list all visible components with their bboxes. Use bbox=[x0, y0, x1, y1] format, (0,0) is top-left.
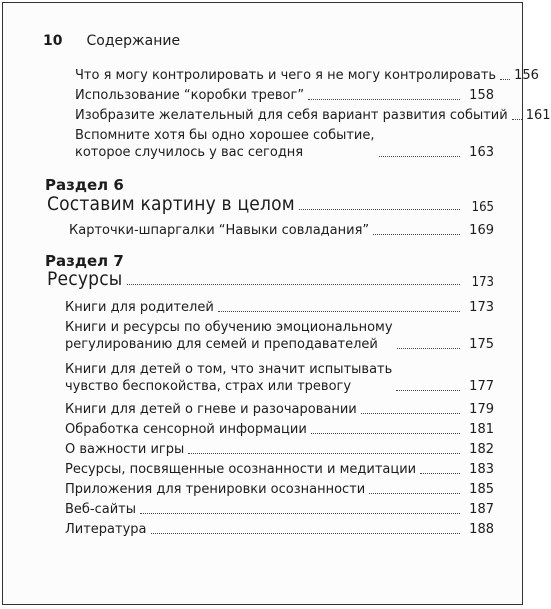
toc-entry bbox=[3, 501, 522, 518]
section-title-row bbox=[47, 268, 522, 290]
entry-title: О важности игры bbox=[65, 442, 185, 457]
toc-entry bbox=[3, 521, 522, 538]
toc-entry bbox=[3, 127, 522, 161]
entry-page: 169 bbox=[469, 223, 494, 238]
entry-title: Что я могу контролировать и чего я не могу контролировать bbox=[75, 68, 497, 83]
entry-title: Использование “коробки тревог” bbox=[75, 88, 305, 103]
leader-dots bbox=[420, 473, 460, 474]
toc-entry bbox=[3, 421, 522, 438]
page-title: Содержание bbox=[86, 33, 181, 49]
toc-entry bbox=[3, 222, 522, 239]
entry-page: 188 bbox=[469, 522, 494, 537]
entry-page: 163 bbox=[469, 145, 494, 160]
entry-title: Веб-сайты bbox=[65, 502, 137, 517]
entry-page: 161 bbox=[525, 108, 551, 123]
entry-page: 179 bbox=[469, 402, 494, 417]
leader-dots bbox=[299, 209, 460, 210]
leader-dots bbox=[373, 234, 460, 235]
toc-entry bbox=[3, 481, 522, 498]
leader-dots bbox=[311, 433, 460, 434]
leader-dots bbox=[500, 79, 510, 80]
leader-dots bbox=[369, 493, 460, 494]
toc-entry bbox=[3, 67, 539, 84]
entry-title-line2: чувство беспокойства, страх или тревогу bbox=[65, 379, 352, 394]
entry-title-line1: Книги и ресурсы по обучению эмоциональному bbox=[65, 320, 393, 335]
entry-page: 182 bbox=[469, 442, 494, 457]
entry-page: 175 bbox=[469, 337, 494, 352]
leader-dots bbox=[397, 348, 460, 349]
entry-page: 181 bbox=[469, 422, 494, 437]
leader-dots bbox=[379, 156, 460, 157]
entry-title-line1: Книги для детей о том, что значит испытывать bbox=[65, 362, 393, 377]
leader-dots bbox=[512, 119, 522, 120]
leader-dots bbox=[151, 533, 461, 534]
toc-entry bbox=[3, 461, 522, 478]
entry-page: 177 bbox=[469, 379, 494, 394]
leader-dots bbox=[396, 390, 460, 391]
section-title-row bbox=[47, 193, 522, 215]
section-label: Раздел 6 bbox=[45, 176, 124, 194]
leader-dots bbox=[308, 99, 460, 100]
entry-page: 183 bbox=[469, 462, 494, 477]
toc-entry bbox=[3, 361, 522, 395]
leader-dots bbox=[127, 284, 461, 285]
entry-title: Ресурсы, посвященные осознанности и медитации bbox=[65, 462, 417, 477]
section-title: Составим картину в целом bbox=[47, 193, 295, 215]
leader-dots bbox=[188, 453, 460, 454]
entry-page: 156 bbox=[514, 68, 539, 83]
toc-entry bbox=[3, 401, 522, 418]
page-number: 10 bbox=[43, 33, 63, 49]
leader-dots bbox=[361, 413, 460, 414]
entry-title-line1: Вспомните хотя бы одно хорошее событие, bbox=[75, 128, 375, 143]
section-label: Раздел 7 bbox=[45, 252, 124, 270]
entry-page: 173 bbox=[469, 300, 494, 315]
entry-title: Карточки-шпаргалки “Навыки совладания” bbox=[69, 223, 370, 238]
section-title: Ресурсы bbox=[47, 268, 123, 290]
page-header bbox=[43, 33, 180, 49]
toc-entry bbox=[3, 319, 522, 353]
entry-title: Обработка сенсорной информации bbox=[65, 422, 307, 437]
entry-title: Книги для детей о гневе и разочаровании bbox=[65, 402, 357, 417]
toc-entry bbox=[3, 87, 522, 104]
toc-entry bbox=[3, 107, 551, 124]
leader-dots bbox=[140, 513, 460, 514]
entry-title: Изобразите желательный для себя вариант развития событий bbox=[75, 108, 508, 123]
entry-page: 187 bbox=[469, 502, 494, 517]
entry-page: 185 bbox=[469, 482, 494, 497]
entry-title-line2: которое случилось у вас сегодня bbox=[75, 145, 304, 160]
entry-title: Книги для родителей bbox=[65, 300, 214, 315]
entry-page: 158 bbox=[469, 88, 494, 103]
toc-entry bbox=[3, 441, 522, 458]
leader-dots bbox=[218, 311, 460, 312]
toc-page bbox=[2, 2, 551, 605]
section-page: 173 bbox=[471, 275, 494, 290]
entry-title: Литература bbox=[65, 522, 147, 537]
section-page: 165 bbox=[471, 200, 494, 215]
entry-title-line2: регулированию для семей и преподавателей bbox=[65, 337, 378, 352]
entry-title: Приложения для тренировки осознанности bbox=[65, 482, 366, 497]
toc-entry bbox=[3, 299, 522, 316]
